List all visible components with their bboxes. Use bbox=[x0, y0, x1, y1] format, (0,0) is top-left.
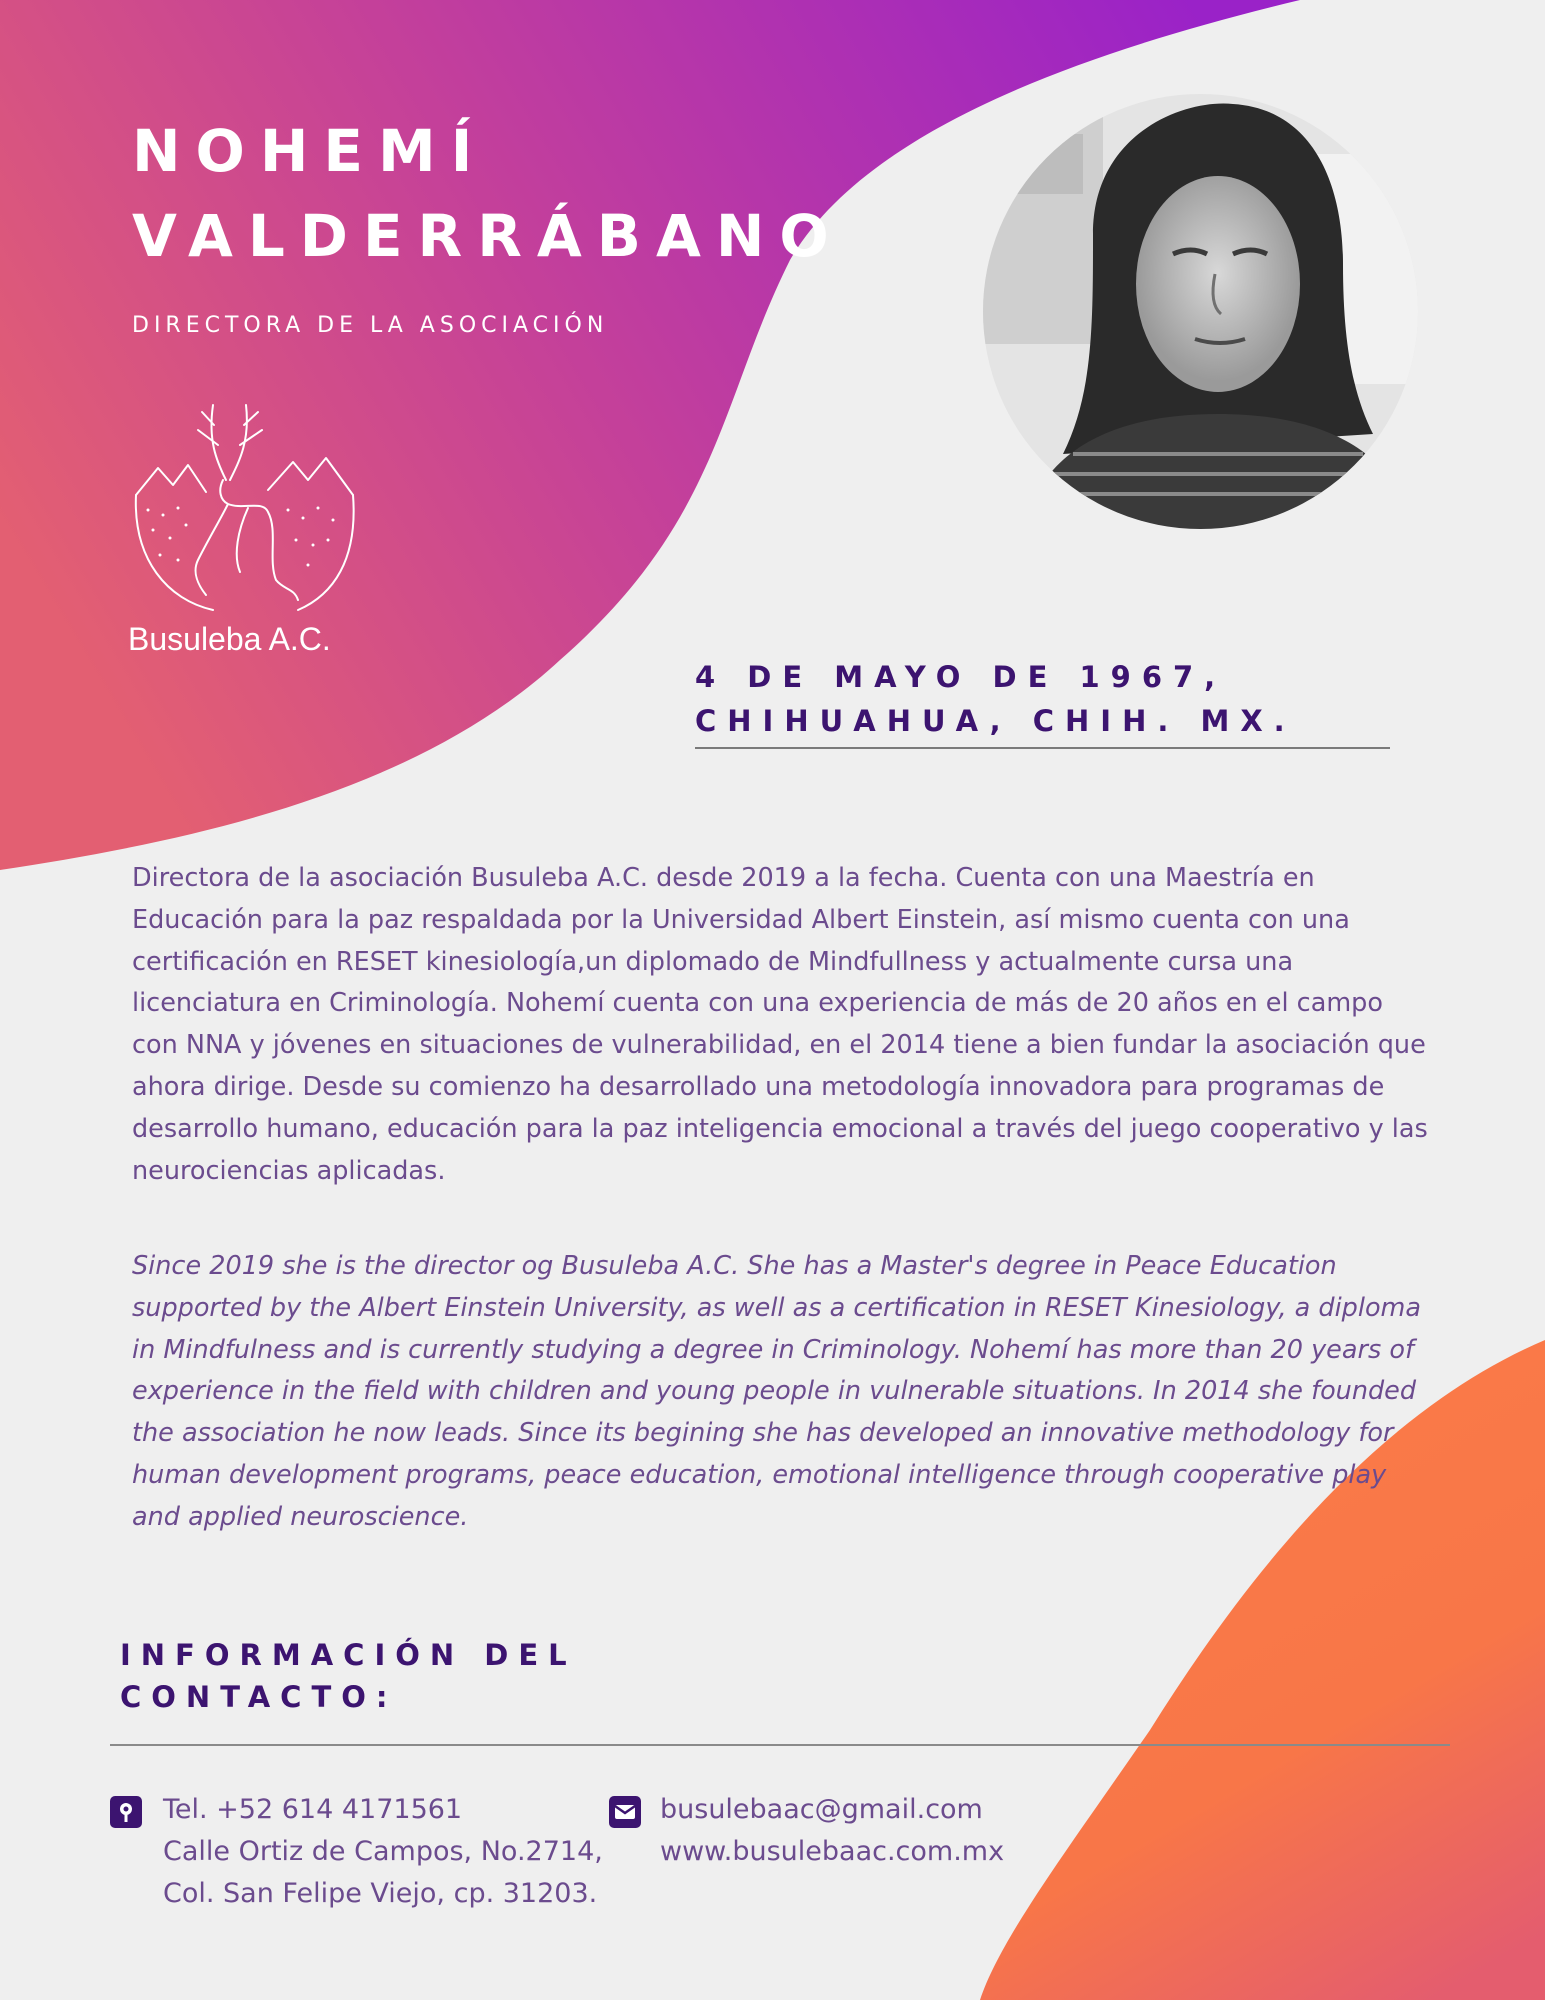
contact-heading-2: CONTACTO: bbox=[120, 1680, 398, 1714]
portrait-photo bbox=[983, 94, 1418, 529]
bio-english: Since 2019 she is the director og Busuleba A.C. She has a Master's degree in Peace Education supported by the Albert Einstein University, as well as a certification in RESET Kinesiology, a diploma in Mindfulness and is currently studying a degree in Criminology. Nohemí has more than 20 years of experience in the field with children and young people in vulnerable situations. In 2014 she founded the association he now leads. Since its begining she has developed an innovative methodology for human development programs, peace education, emotional intelligence through cooperative play and applied neuroscience. bbox=[132, 1251, 1422, 1532]
phone-text: Tel. +52 614 4171561 bbox=[163, 1794, 463, 1825]
address-line-2: Col. San Felipe Viejo, cp. 31203. bbox=[163, 1878, 598, 1909]
deer-mountains-icon bbox=[136, 405, 354, 610]
portrait-icon bbox=[983, 94, 1418, 529]
name-first: NOHEMÍ bbox=[132, 117, 488, 185]
bio-spanish: Directora de la asociación Busuleba A.C. desde 2019 a la fecha. Cuenta con una Maestría en Educación para la paz respaldada por la Universidad Albert Einstein, así mismo cuenta con una certificación en RESET kinesiología,un diplomado de Mindfullness y actualmente cursa una licenciatura en Criminología. Nohemí cuenta con una experiencia de más de 20 años en el campo con NNA y jóvenes en situaciones de vulnerabilidad, en el 2014 tiene a bien fundar la asociación que ahora dirige. Desde su comienzo ha desarrollado una metodología innovadora para programas de desarrollo humano, educación para la paz inteligencia emocional a través del juego cooperativo y las neurociencias aplicadas. bbox=[132, 863, 1428, 1186]
name-last: VALDERRÁBANO bbox=[132, 202, 844, 270]
birth-date: 4 DE MAYO DE 1967, bbox=[695, 660, 1227, 694]
location-pin-icon bbox=[110, 1796, 142, 1828]
website-link[interactable]: www.busulebaac.com.mx bbox=[660, 1836, 1005, 1867]
logo-text: Busuleba A.C. bbox=[128, 621, 331, 657]
address-line-1: Calle Ortiz de Campos, No.2714, bbox=[163, 1836, 603, 1867]
divider bbox=[695, 747, 1390, 749]
job-title: DIRECTORA DE LA ASOCIACIÓN bbox=[132, 313, 609, 338]
busuleba-logo bbox=[128, 400, 363, 660]
birth-place: CHIHUAHUA, CHIH. MX. bbox=[695, 704, 1296, 738]
contact-heading: INFORMACIÓN DEL bbox=[120, 1638, 577, 1672]
divider bbox=[110, 1744, 1450, 1746]
envelope-icon bbox=[609, 1796, 641, 1828]
email-link[interactable]: busulebaac@gmail.com bbox=[660, 1794, 983, 1825]
